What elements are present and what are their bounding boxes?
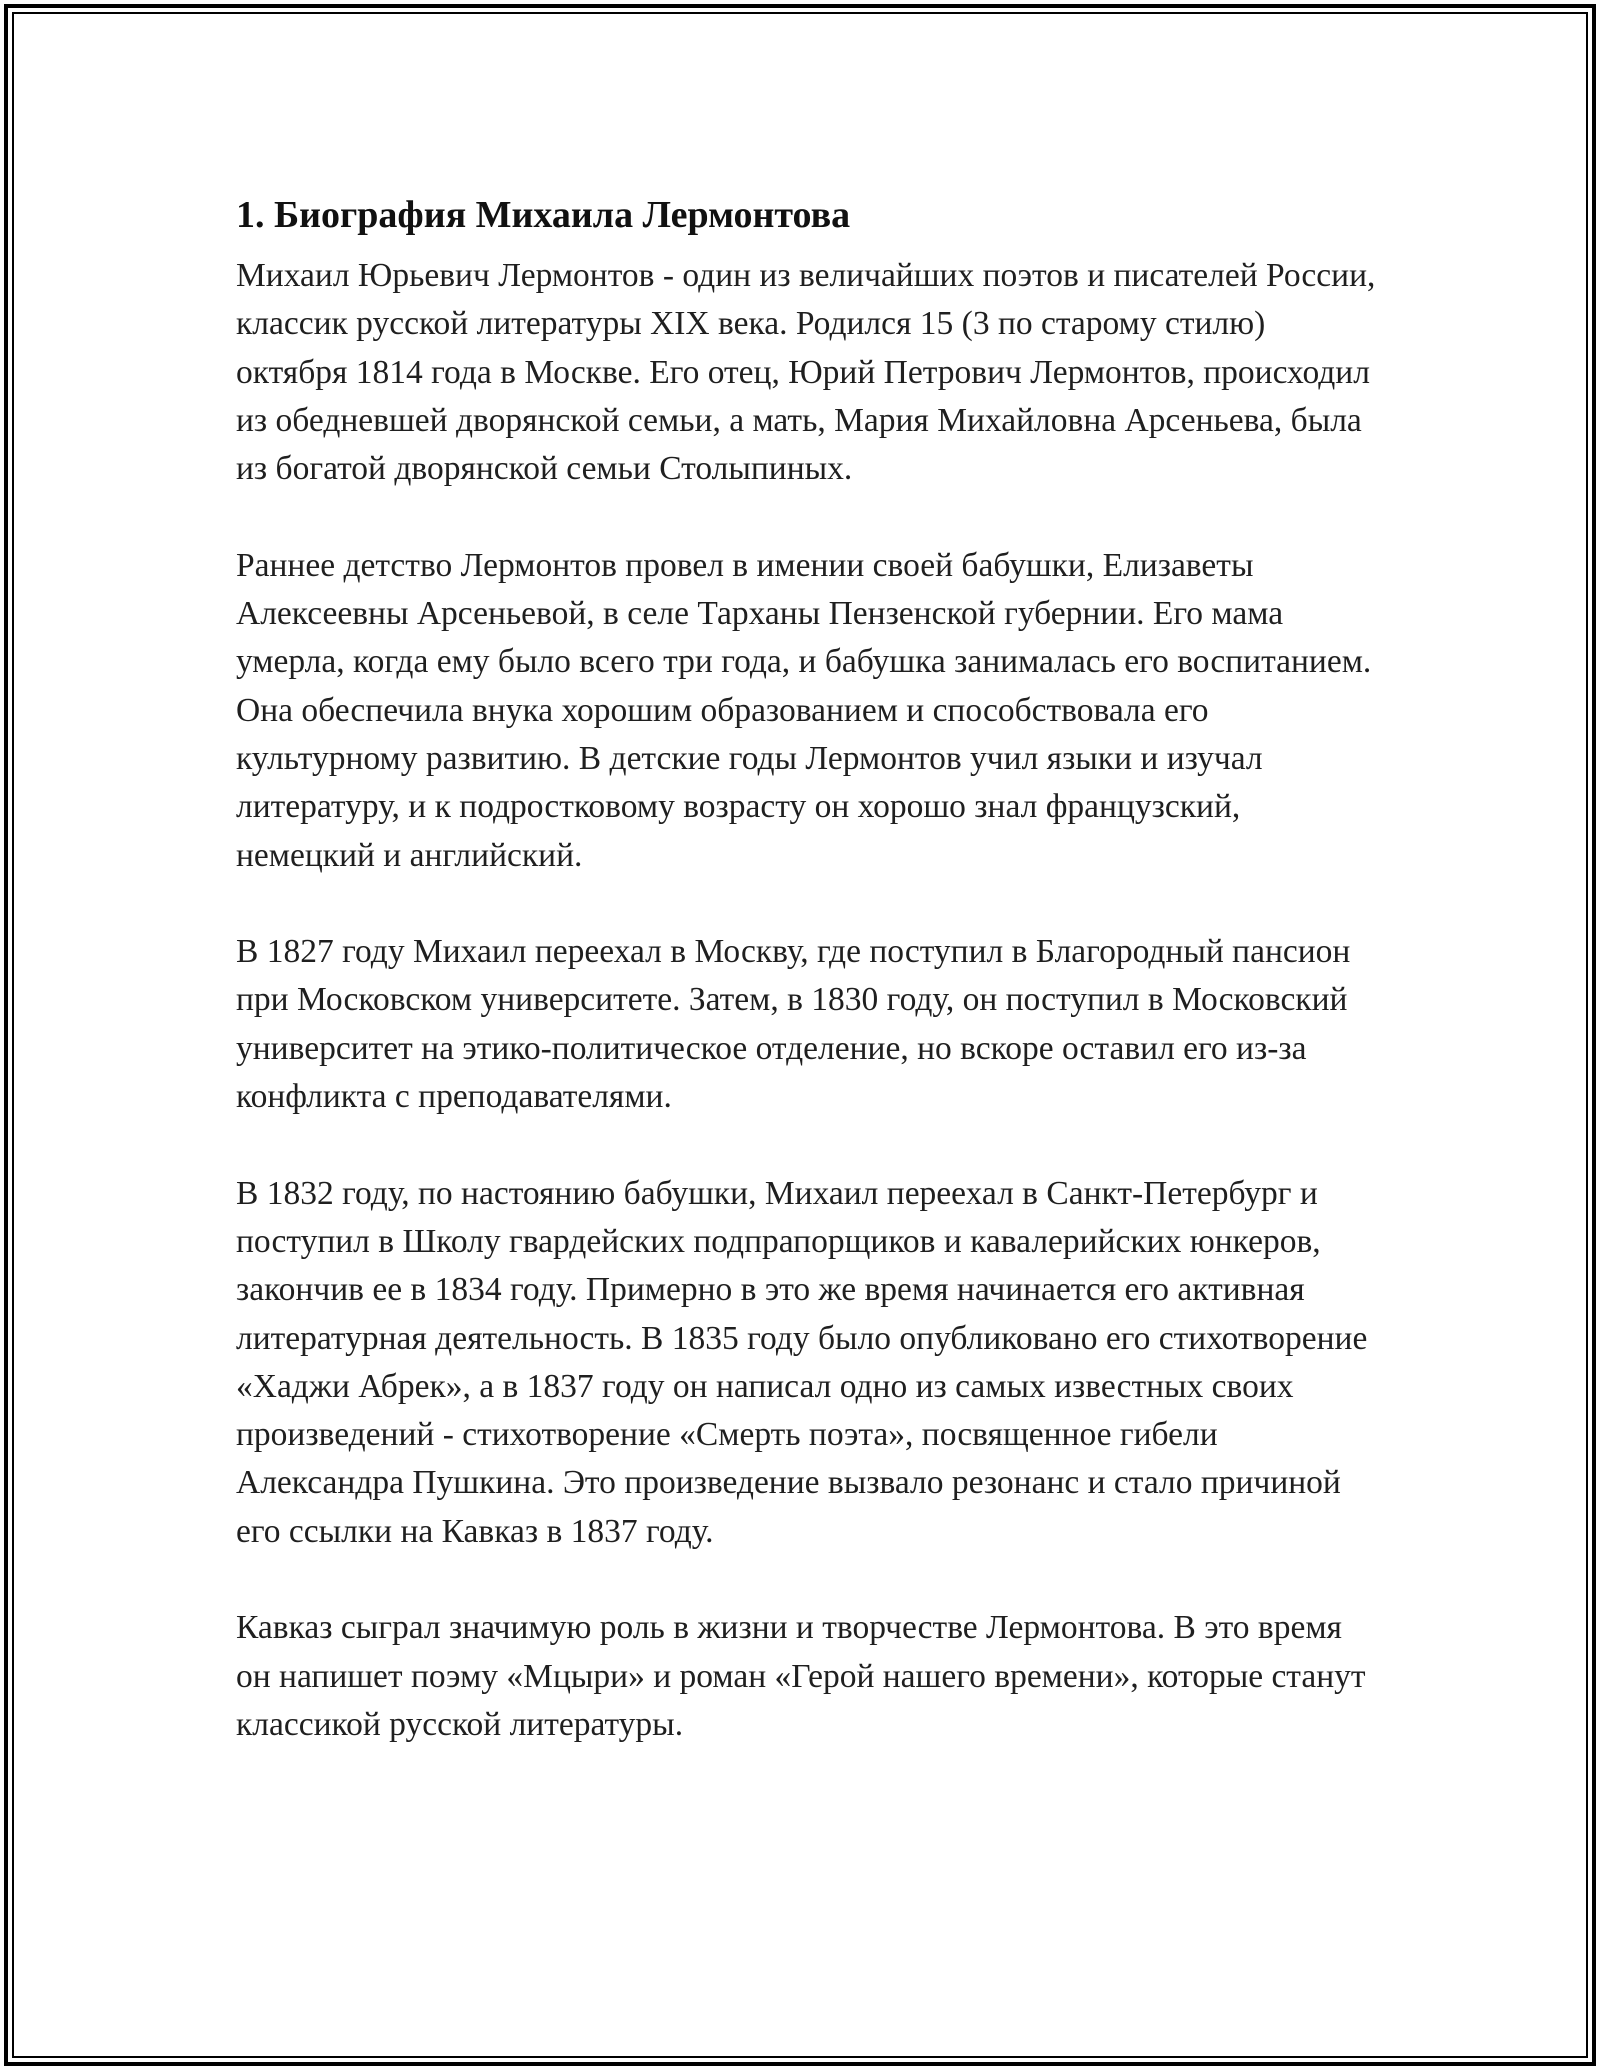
paragraph-childhood: Раннее детство Лермонтов провел в имении своей бабушки, Елизаветы Алексеевны Арсеньевой, в селе Тарханы Пензенской губернии. Его мама умерла, когда ему было всего три года, и бабушка занималась его воспитанием. Она обеспечила внука хорошим образованием и способствовала его культурному развитию. В детские годы Лермонтов учил языки и изучал литературу, и к подростковому возрасту он хорошо знал французский, немецкий и английский. [236,546,1372,874]
paragraph-moscow: В 1827 году Михаил переехал в Москву, где поступил в Благородный пансион при Московском университете. Затем, в 1830 году, он поступил в Московский университет на этико-политическое отделение, но вскоре оставил его из-за конфликта с преподавателями. [236,933,1351,1116]
paragraph-intro: Михаил Юрьевич Лермонтов - один из величайших поэтов и писателей России, классик русской литературы XIX века. Родился 15 (3 по старому стилю) октября 1814 года в Москве. Его отец, Юрий Петрович Лермонтов, происходил из обедневшей дворянской семьи, а мать, Мария Михайловна Арсеньева, была из богатой дворянской семьи Столыпиных. [236,257,1376,488]
document-body [236,186,1376,1798]
section-heading: 1. Биография Михаила Лермонтова [236,194,851,236]
paragraph-caucasus: Кавказ сыграл значимую роль в жизни и творчестве Лермонтова. В это время он напишет поэму «Мцыри» и роман «Герой нашего времени», которые станут классикой русской литературы. [236,1609,1366,1743]
paragraph-petersburg: В 1832 году, по настоянию бабушки, Михаил переехал в Санкт-Петербург и поступил в Школу гвардейских подпрапорщиков и кавалерийских юнкеров, закончив ее в 1834 году. Примерно в это же время начинается его активная литературная деятельность. В 1835 году было опубликовано его стихотворение «Хаджи Абрек», а в 1837 году он написал одно из самых известных своих произведений - стихотворение «Смерть поэта», посвященное гибели Александра Пушкина. Это произведение вызвало резонанс и стало причиной его ссылки на Кавказ в 1837 году. [236,1174,1368,1550]
